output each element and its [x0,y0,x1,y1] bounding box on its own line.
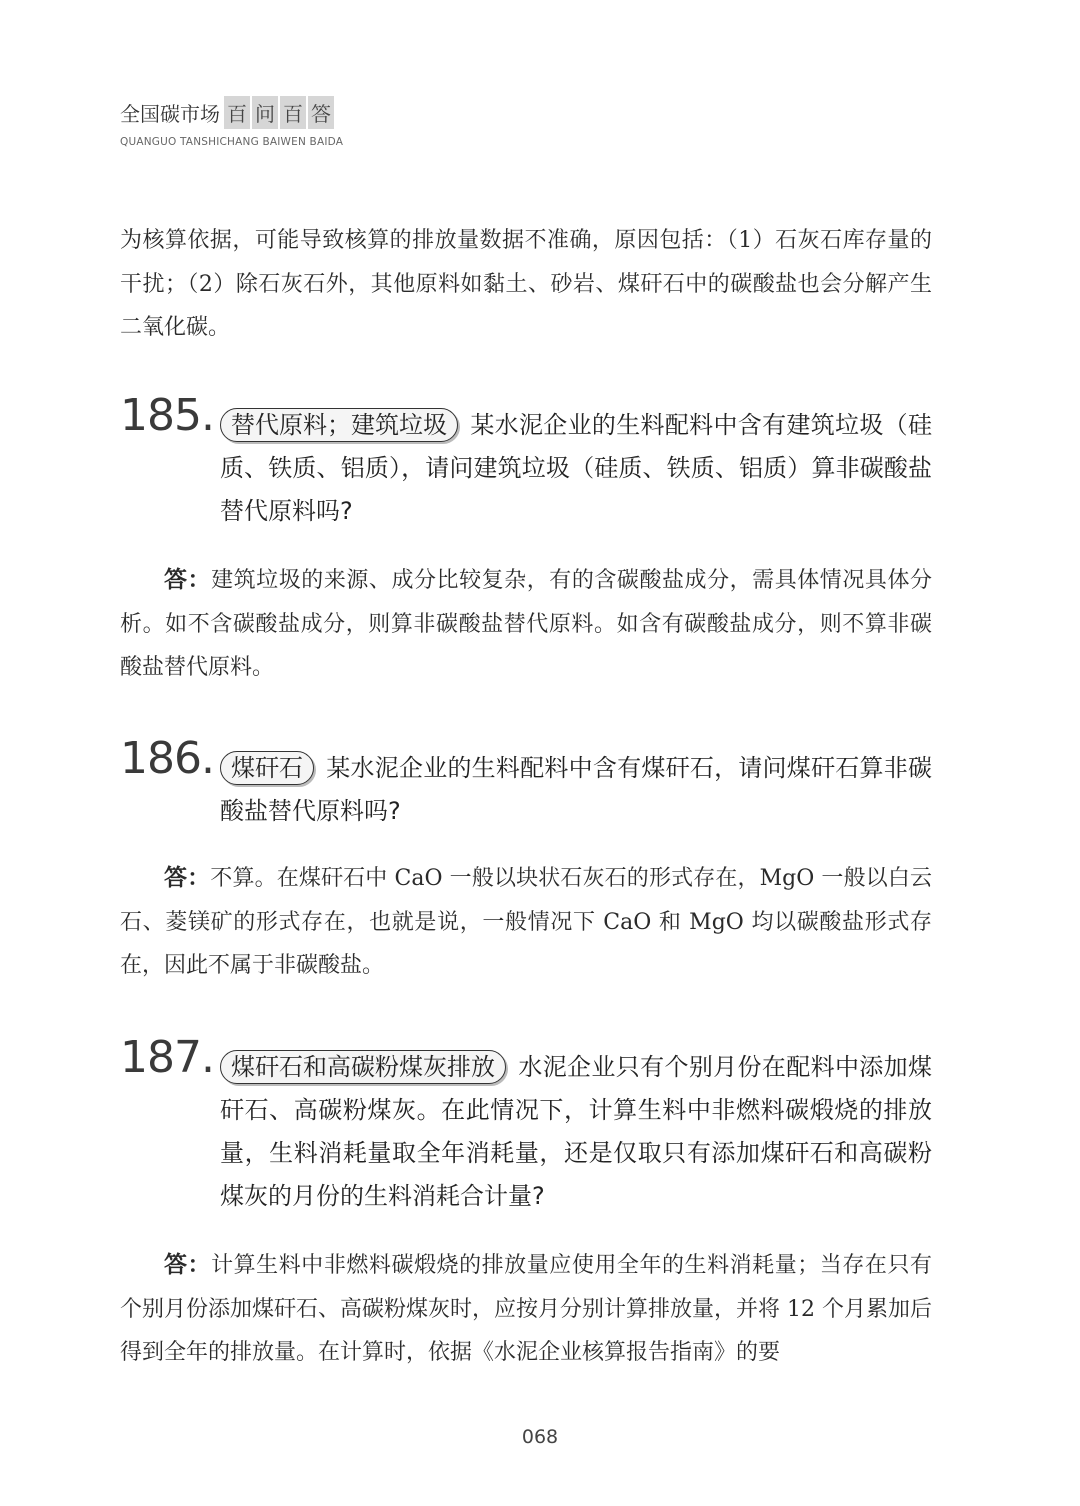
answer-185 [120,559,932,690]
question-body: 某水泥企业的生料配料中含有建筑垃圾（硅质、铁质、铝质），请问建筑垃圾（硅质、铁质、铝质）算非碳酸盐替代原料吗? [220,411,932,525]
question-186 [120,733,932,833]
answer-body: 计算生料中非燃料碳煅烧的排放量应使用全年的生料消耗量；当存在只有个别月份添加煤矸石、高碳粉煤灰时，应按月分别计算排放量，并将 12 个月累加后得到全年的排放量。在计算时，依据《水泥企业核算报告指南》的要 [120,1253,932,1365]
question-body: 水泥企业只有个别月份在配料中添加煤矸石、高碳粉煤灰。在此情况下，计算生料中非燃料碳煅烧的排放量，生料消耗量取全年消耗量，还是仅取只有添加煤矸石和高碳粉煤灰的月份的生料消耗合计量? [220,1053,932,1210]
book-subtitle: QUANGUO TANSHICHANG BAIWEN BAIDA [120,136,344,148]
answer-label: 答： [164,567,212,593]
answer-label: 答： [164,865,211,891]
answer-body: 不算。在煤矸石中 CaO 一般以块状石灰石的形式存在，MgO 一般以白云石、菱镁矿的形式存在，也就是说，一般情况下 CaO 和 MgO 均以碳酸盐形式存在，因此不属于非碳酸盐。 [120,866,933,978]
book-title-char: 百 [280,96,306,129]
question-tag: 煤矸石 [220,751,314,785]
question-187 [120,1032,932,1218]
question-text [220,404,932,533]
question-number: 186. [120,733,214,784]
question-tag: 替代原料；建筑垃圾 [220,408,458,442]
question-text [220,747,932,833]
question-185 [120,390,932,533]
page-number: 068 [521,1426,559,1448]
answer-label: 答： [164,1252,212,1278]
question-tag: 煤矸石和高碳粉煤灰排放 [220,1050,506,1084]
question-number: 187. [120,1032,214,1083]
book-title-char: 百 [224,96,250,129]
answer-body: 建筑垃圾的来源、成分比较复杂，有的含碳酸盐成分，需具体情况具体分析。如不含碳酸盐成分，则算非碳酸盐替代原料。如含有碳酸盐成分，则不算非碳酸盐替代原料。 [120,568,932,680]
intro-paragraph: 为核算依据，可能导致核算的排放量数据不准确，原因包括：（1）石灰石库存量的干扰；（2）除石灰石外，其他原料如黏土、砂岩、煤矸石中的碳酸盐也会分解产生二氧化碳。 [120,228,932,340]
book-title [120,96,334,129]
question-text [220,1046,932,1218]
answer-187 [120,1244,932,1375]
book-title-char: 答 [308,96,334,129]
question-body: 某水泥企业的生料配料中含有煤矸石，请问煤矸石算非碳酸盐替代原料吗? [220,754,932,825]
book-title-char: 问 [252,96,278,129]
book-title-plain: 全国碳市场 [120,102,220,126]
book-title-highlight [222,96,334,129]
answer-186 [120,857,932,988]
question-number: 185. [120,390,214,441]
